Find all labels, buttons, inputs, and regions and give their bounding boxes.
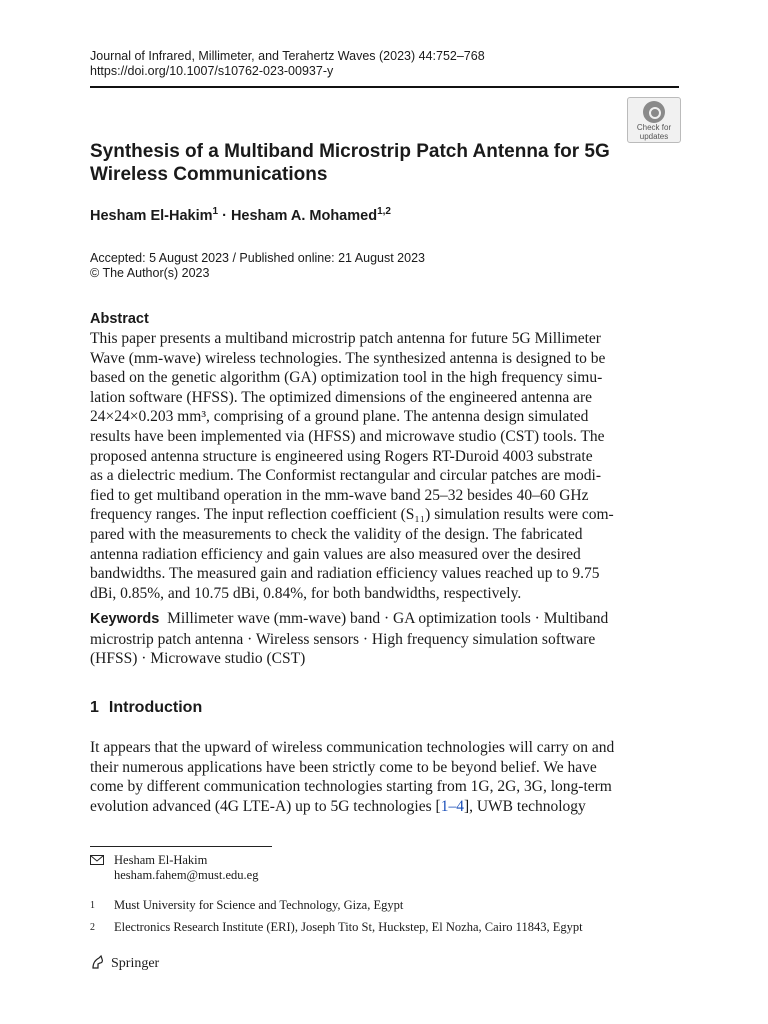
check-updates-icon: [643, 101, 665, 123]
author-list: [90, 206, 391, 224]
copyright: © The Author(s) 2023: [90, 266, 210, 280]
author-1[interactable]: Hesham El-Hakim: [90, 207, 213, 224]
abstract-line: as a dielectric medium. The Conformist rectangular and circular patches are modi-: [90, 467, 602, 485]
section-number: 1: [90, 699, 99, 716]
intro-text-suffix: ], UWB technology: [463, 797, 586, 815]
intro-line-last: [90, 797, 679, 817]
check-for-updates-badge[interactable]: [627, 97, 681, 143]
section-title: Introduction: [108, 699, 203, 716]
accepted-published: Accepted: 5 August 2023 / Published online: 21 August 2023: [90, 251, 425, 265]
paper-title: [90, 140, 630, 186]
journal-citation: Journal of Infrared, Millimeter, and Terahertz Waves (2023) 44:752–768: [90, 49, 485, 63]
abstract-heading: Abstract: [90, 311, 149, 327]
abstract-line: This paper presents a multiband microstrip patch antenna for future 5G Millimeter: [90, 330, 601, 347]
corresponding-email[interactable]: hesham.fahem@must.edu.eg: [114, 868, 259, 882]
corresponding-name: Hesham El-Hakim: [114, 853, 208, 867]
keywords-label: Keywords: [90, 611, 160, 627]
publisher-logo: [90, 954, 159, 972]
intro-text-prefix: evolution advanced (4G LTE-A) up to 5G technologies [: [90, 797, 441, 815]
affiliation-2-mark: 2: [90, 922, 95, 933]
abstract-line: fied to get multiband operation in the mm-wave band 25–32 besides 40–60 GHz: [90, 486, 589, 504]
footnote-rule: [90, 846, 272, 847]
abstract-text: [90, 329, 679, 603]
envelope-icon: [90, 855, 104, 865]
introduction-text: [90, 738, 679, 816]
abstract-line: 24×24×0.203 mm³, comprising of a ground plane. The antenna design simulated: [90, 408, 589, 426]
abstract-line: dBi, 0.85%, and 10.75 dBi, 0.84%, for both bandwidths, respectively.: [90, 584, 522, 602]
affiliation-1-text: Must University for Science and Technology, Giza, Egypt: [114, 898, 404, 912]
doi-link[interactable]: https://doi.org/10.1007/s10762-023-00937-y: [90, 64, 334, 78]
keywords-line: microstrip patch antenna · Wireless sensors · High frequency simulation software: [90, 630, 596, 648]
abstract-line: Wave (mm-wave) wireless technologies. The synthesized antenna is designed to be: [90, 349, 606, 367]
abstract-line: antenna radiation efficiency and gain values are also measured over the desired: [90, 545, 581, 563]
title-line-1: Synthesis of a Multiband Microstrip Patch Antenna for 5G: [90, 141, 610, 162]
springer-horse-icon: [90, 954, 106, 970]
corresponding-author: [90, 853, 490, 887]
keywords-line: Millimeter wave (mm-wave) band · GA optimization tools · Multiband: [167, 610, 609, 627]
author-1-affil: 1: [212, 206, 219, 217]
check-updates-label-1: Check for: [636, 123, 672, 132]
author-2[interactable]: Hesham A. Mohamed: [230, 207, 378, 224]
intro-line: their numerous applications have been strictly come to be beyond belief. We have: [90, 758, 597, 776]
publisher-name: Springer: [111, 956, 160, 971]
journal-header: [90, 49, 485, 79]
affiliation-1-mark: 1: [90, 900, 95, 911]
abstract-line: pared with the measurements to check the validity of the design. The fabricated: [90, 525, 583, 543]
abstract-line: based on the genetic algorithm (GA) optimization tool in the high frequency simu-: [90, 369, 603, 387]
intro-line: come by different communication technologies starting from 1G, 2G, 3G, long-term: [90, 778, 612, 796]
keywords-line: (HFSS) · Microwave studio (CST): [90, 650, 306, 668]
affiliation-1: [90, 898, 650, 914]
citation-link[interactable]: 1–4: [440, 797, 464, 815]
abstract-line: proposed antenna structure is engineered using Rogers RT-Duroid 4003 substrate: [90, 447, 593, 465]
abstract-line: results have been implemented via (HFSS) and microwave studio (CST) tools. The: [90, 427, 605, 445]
affiliation-2: [90, 920, 679, 936]
intro-line: It appears that the upward of wireless communication technologies will carry on and: [90, 739, 615, 756]
header-rule: [90, 86, 679, 88]
check-updates-label-2: updates: [639, 132, 669, 141]
abstract-line: lation software (HFSS). The optimized dimensions of the engineered antenna are: [90, 388, 593, 406]
title-line-2: Wireless Communications: [90, 164, 328, 185]
publication-dates: [90, 251, 425, 281]
author-separator: ·: [218, 207, 231, 224]
section-heading-introduction: [90, 699, 202, 717]
keywords-block: [90, 609, 679, 669]
author-2-affil: 1,2: [377, 206, 391, 217]
abstract-line: bandwidths. The measured gain and radiation efficiency values reached up to 9.75: [90, 565, 600, 583]
affiliation-2-text: Electronics Research Institute (ERI), Joseph Tito St, Huckstep, El Nozha, Cairo 11843, Egypt: [114, 920, 583, 934]
abstract-line: frequency ranges. The input reflection coefficient (S₁₁) simulation results were com-: [90, 506, 614, 524]
